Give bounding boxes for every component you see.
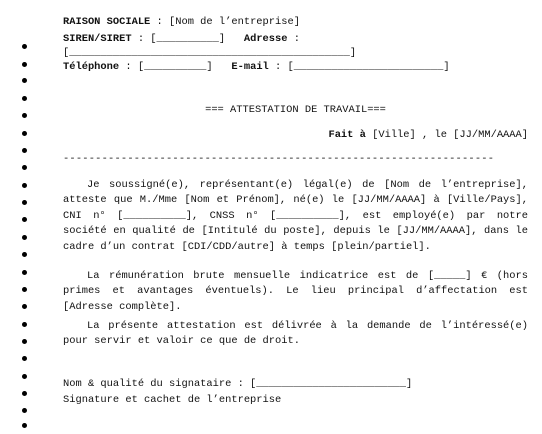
attestation-paragraph: Je soussigné(e), représentant(e) légal(e) de [Nom de l’entreprise], atteste que M./Mme [Nom et Prénom], né(e) le [JJ/MM/AAAA] à [Ville/Pays], CNI n° [__________], CNSS n° [__________], est employé(e) par notre société en qualité de [Intitulé du poste], depuis le [JJ/MM/AAAA], dans le cadre d’un contrat [CDI/CDD/autre] à temps [plein/partiel]. [63,179,528,253]
raison-sociale-value: : [Nom de l’entreprise] [150,16,300,28]
bullet-marker [22,423,27,428]
bullet-marker [22,200,27,205]
bullet-marker [22,304,27,309]
place-date-line [328,129,528,142]
siren-label: SIREN/SIRET [63,33,132,45]
adresse-line: [_____________________________________________] [63,47,357,59]
telephone-email-row [63,61,450,74]
raison-sociale-label: RAISON SOCIALE [63,16,151,28]
separator-line: ------------------------------------------------------------------- [63,153,495,165]
place-date-value: [Ville] , le [JJ/MM/AAAA] [365,129,528,141]
stamp-line: Signature et cachet de l’entreprise [63,394,282,406]
bullet-marker [22,165,27,170]
delivery-paragraph: La présente attestation est délivrée à la demande de l’intéressé(e) pour servir et valoir ce que de droit. [63,320,528,348]
bullet-marker [22,322,27,327]
bullet-marker [22,148,27,153]
remuneration-paragraph: La rémunération brute mensuelle indicatrice est de [_____] € (hors primes et avantages éventuels). Le lieu principal d’affectation est [Adresse complète]. [63,270,528,313]
bullet-marker [22,183,27,188]
bullet-marker [22,113,27,118]
bullet-column [0,0,40,434]
bullet-marker [22,96,27,101]
bullet-marker [22,339,27,344]
bullet-marker [22,287,27,292]
email-value: : [________________________] [268,61,450,73]
signatory-line: Nom & qualité du signataire : [________________________] [63,378,413,390]
bullet-marker [22,131,27,136]
bullet-marker [22,270,27,275]
bullet-marker [22,62,27,67]
raison-sociale-row [63,16,300,29]
bullet-marker [22,408,27,413]
adresse-label: Adresse [243,33,288,45]
bullet-marker [22,78,27,83]
bullet-marker [22,252,27,257]
bullet-marker [22,44,27,49]
siren-adresse-row [63,33,300,46]
adresse-value: : [287,33,300,45]
document-title: === ATTESTATION DE TRAVAIL=== [205,104,386,116]
bullet-marker [22,374,27,379]
bullet-marker [22,217,27,222]
siren-value: : [__________] [131,33,226,45]
bullet-marker [22,356,27,361]
telephone-label: Téléphone [63,61,120,73]
bullet-marker [22,391,27,396]
email-label: E-mail [231,61,269,73]
place-date-label: Fait à [328,129,366,141]
bullet-marker [22,235,27,240]
telephone-value: : [__________] [119,61,213,73]
